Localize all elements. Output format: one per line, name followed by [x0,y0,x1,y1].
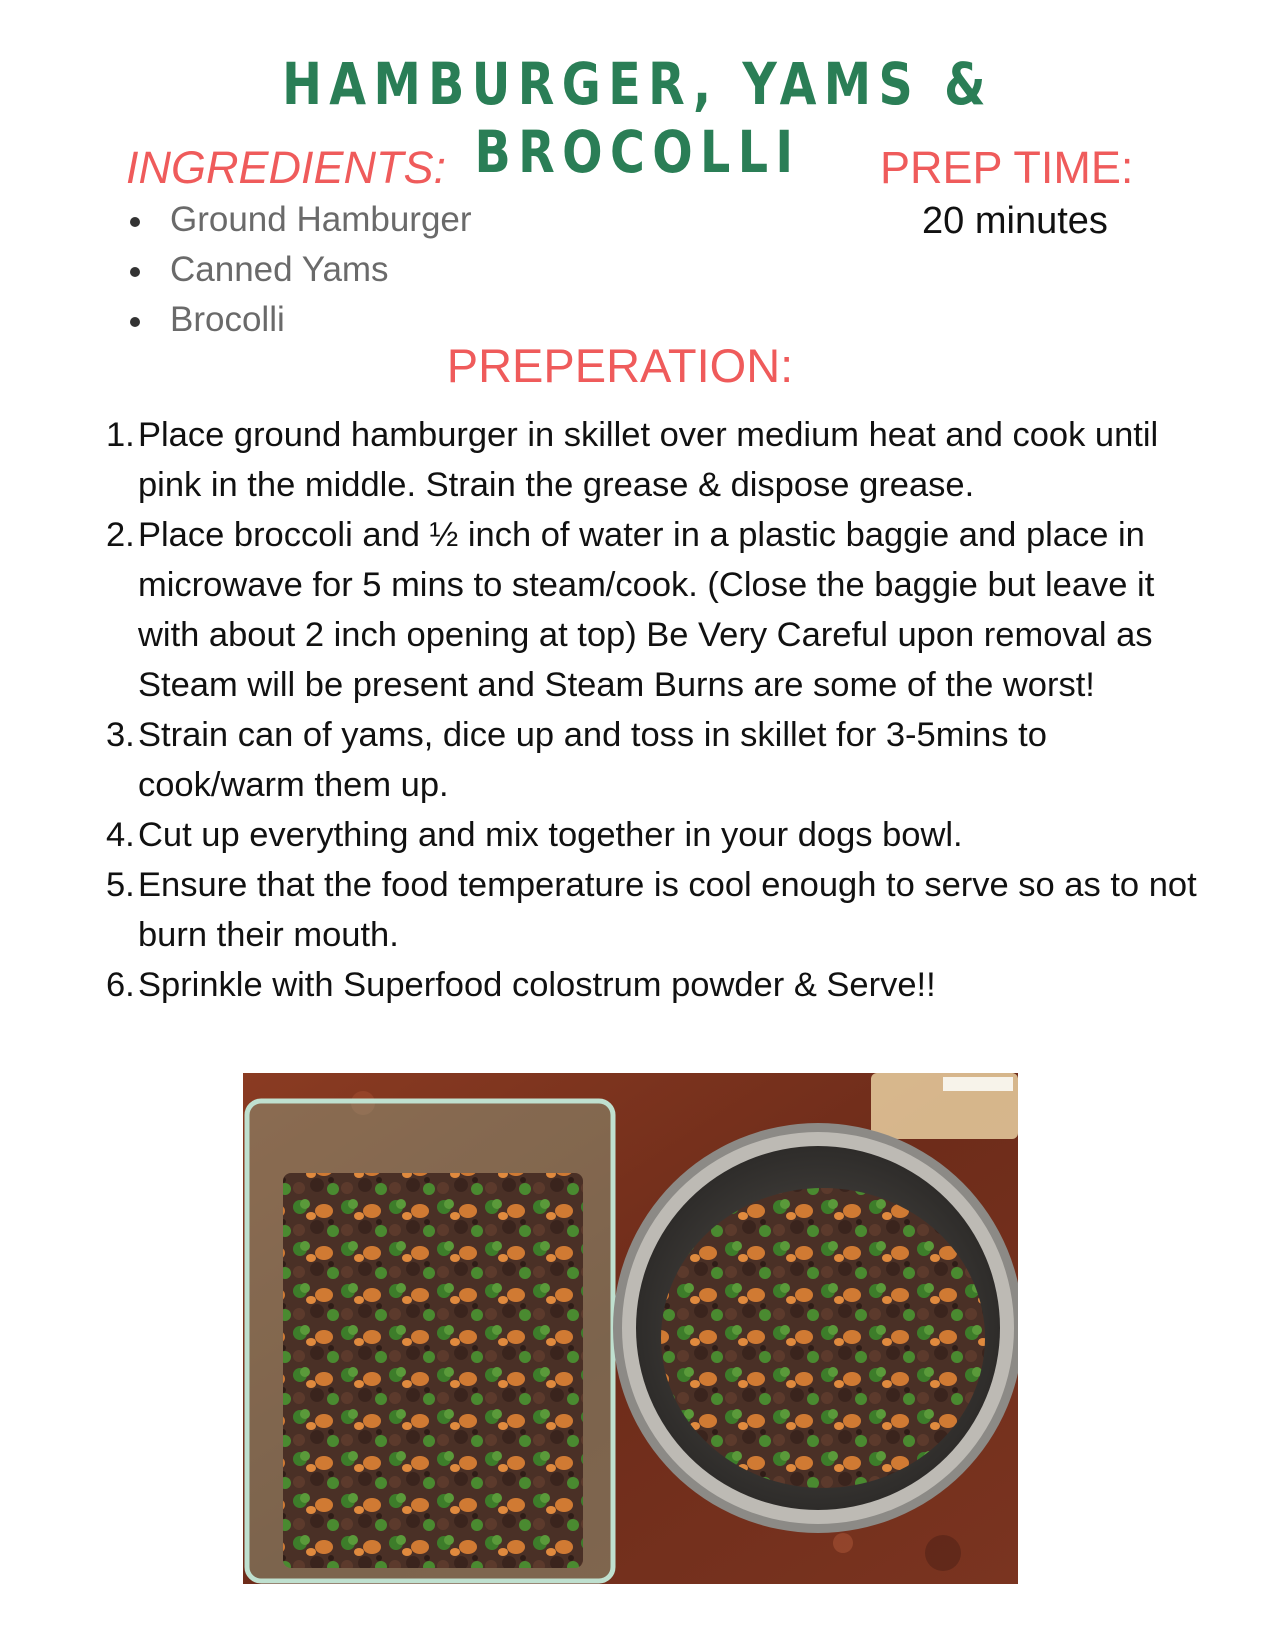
step-number: 5. [106,866,135,904]
step-text: Sprinkle with Superfood colostrum powder & Serve!! [138,966,936,1004]
food-photo [243,1073,1018,1584]
ingredient-item: Brocolli [130,298,472,348]
prep-time-value: 20 minutes [922,200,1108,242]
preparation-steps [96,410,1206,1010]
step-text: Place broccoli and ½ inch of water in a plastic baggie and place in microwave for 5 mins to steam/cook. (Close the baggie but leave it with about 2 inch opening at top) Be Very Careful upon removal as Steam will be present and Steam Burns are some of the worst! [138,516,1155,704]
preparation-step [96,510,1206,710]
step-text: Cut up everything and mix together in your dogs bowl. [138,816,963,854]
preparation-step [96,810,1206,860]
step-number: 1. [106,416,135,454]
step-text: Ensure that the food temperature is cool enough to serve so as to not burn their mouth. [138,866,1197,954]
ingredients-list [130,198,472,348]
step-number: 6. [106,966,135,1004]
preparation-step [96,960,1206,1010]
step-number: 4. [106,816,135,854]
preparation-step [96,410,1206,510]
step-number: 3. [106,716,135,754]
prep-time-heading: PREP TIME: [880,142,1134,193]
recipe-title: HAMBURGER, YAMS & BROCOLLI [282,50,993,186]
preparation-step [96,860,1206,960]
step-text: Strain can of yams, dice up and toss in skillet for 3-5mins to cook/warm them up. [138,716,1047,804]
preparation-heading: PREPERATION: [446,339,794,392]
preparation-step [96,710,1206,810]
ingredient-item: Ground Hamburger [130,198,472,248]
step-text: Place ground hamburger in skillet over medium heat and cook until pink in the middle. Strain the grease & dispose grease. [138,416,1159,504]
ingredient-item: Canned Yams [130,248,472,298]
ingredients-heading: INGREDIENTS: [126,142,447,193]
step-number: 2. [106,516,135,554]
